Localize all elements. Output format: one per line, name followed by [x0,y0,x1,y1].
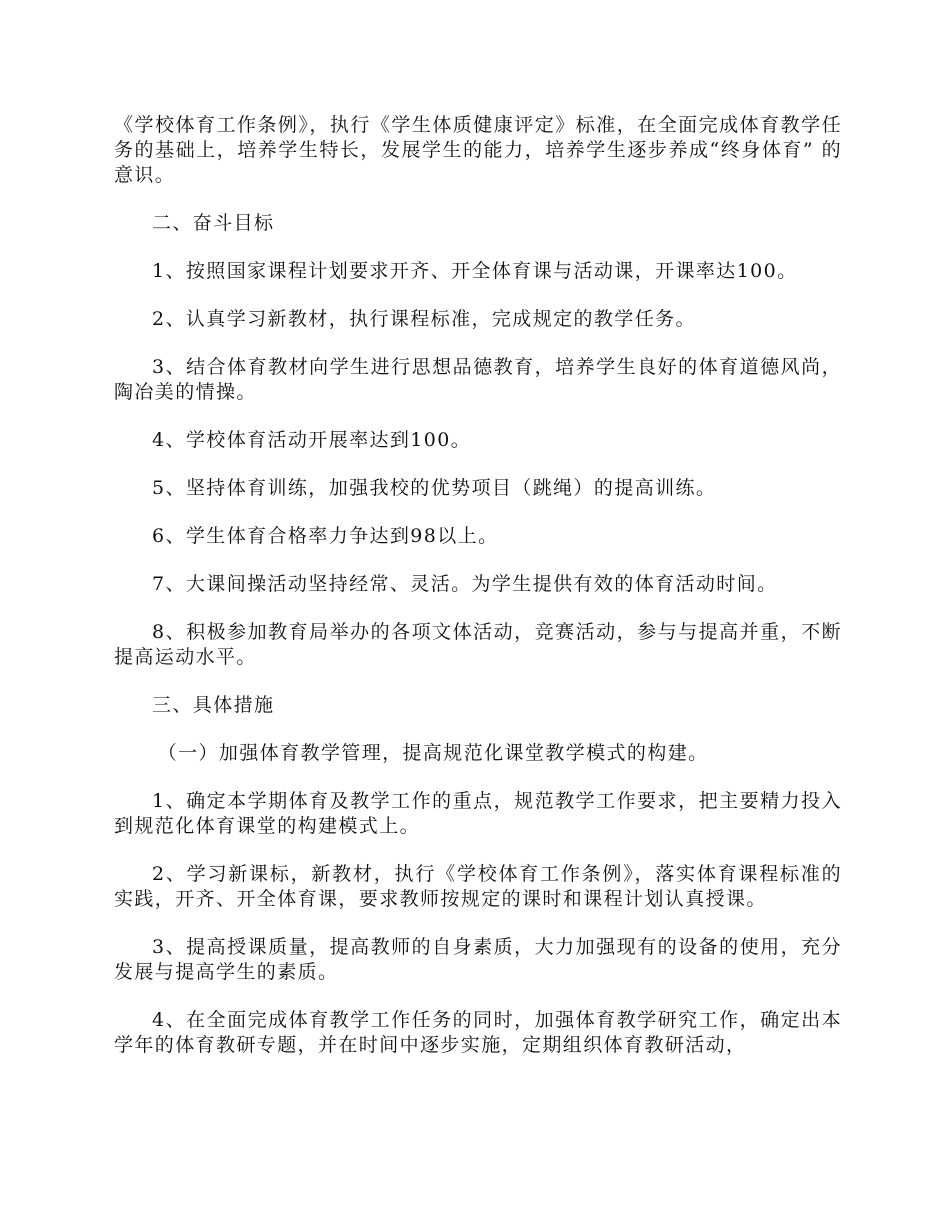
goal-item-4: 4、学校体育活动开展率达到100。 [152,429,472,451]
goal-item-2: 2、认真学习新教材，执行课程标准，完成规定的教学任务。 [152,308,696,330]
section-heading-measures: 三、具体措施 [152,694,275,716]
measure-item-3: 3、提高授课质量，提高教师的自身素质，大力加强现有的设备的使用，充分发展与提高学生的素质。 [114,936,842,983]
goal-item-7: 7、大课间操活动坚持经常、灵活。为学生提供有效的体育活动时间。 [152,573,778,595]
document-body [114,113,842,1081]
measure-item-1: 1、确定本学期体育及教学工作的重点，规范教学工作要求，把主要精力投入到规范化体育课堂的构建模式上。 [114,790,842,837]
paragraph-intro-continuation: 《学校体育工作条例》，执行《学生体质健康评定》标准，在全面完成体育教学任务的基础上，培养学生特长，发展学生的能力，培养学生逐步养成“终身体育” 的意识。 [114,114,842,186]
goal-item-6: 6、学生体育合格率力争达到98以上。 [152,525,499,547]
measure-item-2: 2、学习新课标，新教材，执行《学校体育工作条例》，落实体育课程标准的实践，开齐、开全体育课，要求教师按规定的课时和课程计划认真授课。 [114,863,842,910]
measure-item-4: 4、在全面完成体育教学工作任务的同时，加强体育教学研究工作，确定出本学年的体育教研专题，并在时间中逐步实施，定期组织体育教研活动， [114,1009,842,1056]
goal-item-8: 8、积极参加教育局举办的各项文体活动，竞赛活动，参与与提高并重，不断提高运动水平。 [114,621,842,668]
section-heading-goals: 二、奋斗目标 [152,212,275,234]
goal-item-3: 3、结合体育教材向学生进行思想品德教育，培养学生良好的体育道德风尚，陶冶美的情操。 [114,356,842,403]
goal-item-1: 1、按照国家课程计划要求开齐、开全体育课与活动课，开课率达100。 [152,260,798,282]
goal-item-5: 5、坚持体育训练，加强我校的优势项目（跳绳）的提高训练。 [152,477,717,499]
subsection-heading-teaching-management: （一）加强体育教学管理，提高规范化课堂教学模式的构建。 [157,742,709,764]
